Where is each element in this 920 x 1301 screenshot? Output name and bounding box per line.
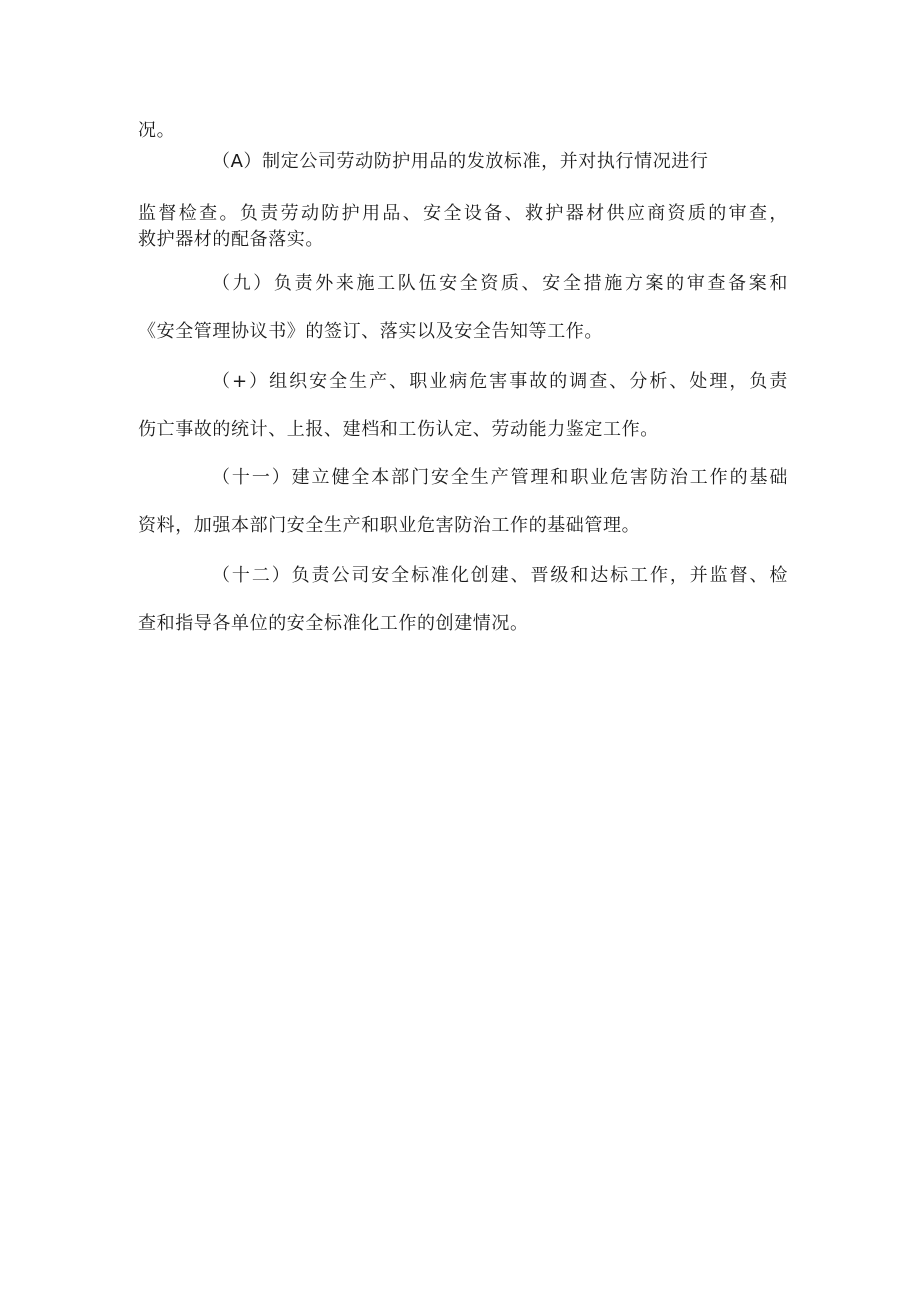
item-12-line-2: 查和指导各单位的安全标准化工作的创建情况。 xyxy=(138,613,529,634)
item-12-line-1: （十二）负责公司安全标准化创建、晋级和达标工作，并监督、检 xyxy=(212,565,788,586)
item-9-line-2: 《安全管理协议书》的签订、落实以及安全告知等工作。 xyxy=(138,321,603,342)
text-line-continuation: 况。 xyxy=(138,120,176,141)
item-a-line-1: （A）制定公司劳动防护用品的发放标准，并对执行情况进行 xyxy=(212,151,709,172)
item-a-line-3: 救护器材的配备落实。 xyxy=(138,229,324,250)
item-a-line-2: 监督检查。负责劳动防护用品、安全设备、救护器材供应商资质的审查， xyxy=(138,203,788,224)
item-9-line-1: （九）负责外来施工队伍安全资质、安全措施方案的审查备案和 xyxy=(212,273,788,294)
item-11-line-1: （十一）建立健全本部门安全生产管理和职业危害防治工作的基础 xyxy=(212,467,788,488)
item-11-line-2: 资料，加强本部门安全生产和职业危害防治工作的基础管理。 xyxy=(138,515,641,536)
item-10-line-2: 伤亡事故的统计、上报、建档和工伤认定、劳动能力鉴定工作。 xyxy=(138,419,659,440)
item-10-line-1: （+）组织安全生产、职业病危害事故的调查、分析、处理，负责 xyxy=(212,371,788,392)
